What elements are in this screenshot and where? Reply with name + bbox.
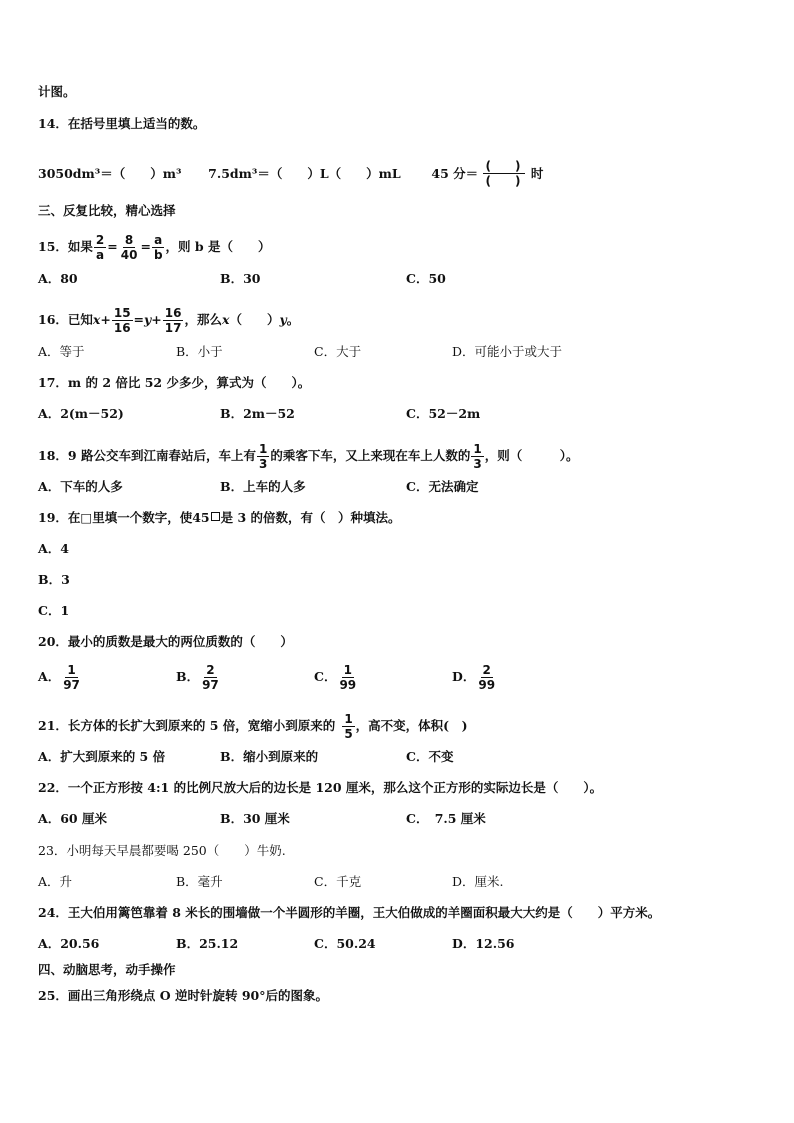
q21-option-a[interactable]: A．扩大到原来的 5 倍 [38,749,166,764]
previous-question-tail: 计图。 [38,84,76,99]
q22-option-b[interactable]: B．30 厘米 [220,811,290,826]
q15-fraction-2: $\frac{8}{40}$ [120,233,138,262]
q15-fraction-1: $\frac{2}{a}$ [95,233,105,262]
q18-option-c[interactable]: C．无法确定 [406,479,479,494]
question-24-stem: 24．王大伯用篱笆靠着 8 米长的围墙做一个半圆形的羊圈，王大伯做成的羊圈面积最大大约是（ ）平方米。 [38,905,661,920]
q19-option-c[interactable]: C．1 [38,603,70,618]
question-21-stem: 21．长方体的长扩大到原来的 5 倍，宽缩小到原来的 $\frac{1}{5}$ ，高不变，体积( ) [38,712,468,741]
q14-part1: 3050dm³＝（ ）m³ [38,166,182,181]
q23-option-c[interactable]: C．千克 [314,874,362,889]
q16-option-b[interactable]: B．小于 [176,344,223,359]
q21-fraction: $\frac{1}{5}$ [344,712,353,741]
q22-option-a[interactable]: A．60 厘米 [38,811,107,826]
question-20-stem: 20．最小的质数是最大的两位质数的（ ） [38,634,293,649]
q23-option-d[interactable]: D．厘米. [452,874,504,889]
q24-option-a[interactable]: A．20.56 [38,936,100,951]
q14-part3-left: 45 分＝ [431,166,479,181]
q14-blank-fraction: $\frac{( )}{( )}$ [483,159,525,188]
question-16-stem: 16．已知x+ $\frac{15}{16}$ =y+ $\frac{16}{17}$ ，那么x（ ）y。 [38,306,300,335]
q17-option-a[interactable]: A．2(m－52) [38,406,124,421]
q19-option-b[interactable]: B．3 [38,572,70,587]
q16-option-a[interactable]: A．等于 [38,344,85,359]
q15-suffix: ，则 b 是（ ） [165,239,271,254]
q22-option-c[interactable]: C． 7.5 厘米 [406,811,486,826]
q15-prefix: 15．如果 [38,239,93,254]
q20-option-d[interactable]: D． $\frac{2}{99}$ [452,663,496,692]
q17-option-c[interactable]: C．52－2m [406,406,481,421]
q23-option-a[interactable]: A．升 [38,874,73,889]
q18-fraction-1: $\frac{1}{3}$ [258,442,268,471]
q21-option-c[interactable]: C．不变 [406,749,454,764]
question-14-stem: 14．在括号里填上适当的数。 [38,116,206,131]
question-17-stem: 17．m 的 2 倍比 52 少多少，算式为（ ）。 [38,375,311,390]
q23-option-b[interactable]: B．毫升 [176,874,223,889]
section-4-heading: 四、动脑思考，动手操作 [38,962,176,977]
question-14-body [38,160,543,189]
q16-option-d[interactable]: D．可能小于或大于 [452,344,563,359]
q17-option-b[interactable]: B．2m－52 [220,406,295,421]
blank-square-icon [211,512,220,521]
q15-option-b[interactable]: B．30 [220,271,261,286]
q15-option-c[interactable]: C．50 [406,271,446,286]
q20-option-b[interactable]: B． $\frac{2}{97}$ [176,663,219,692]
question-19-stem: 19．在□里填一个数字，使45 是 3 的倍数，有（ ）种填法。 [38,510,401,525]
question-25-stem: 25．画出三角形绕点 O 逆时针旋转 90°后的图象。 [38,988,328,1003]
q14-part3-right: 时 [530,166,544,181]
q15-fraction-3: $\frac{a}{b}$ [153,233,163,262]
question-23-stem: 23．小明每天早晨都要喝 250（ ）牛奶. [38,843,286,858]
q16-fraction-2: $\frac{16}{17}$ [164,306,182,335]
q20-option-a[interactable]: A． $\frac{1}{97}$ [38,663,80,692]
q24-option-b[interactable]: B．25.12 [176,936,239,951]
section-3-heading: 三、反复比较，精心选择 [38,203,176,218]
question-15-stem: 15．如果 $\frac{2}{a}$ = $\frac{8}{40}$ = $\frac{a}{b}$ ，则 b 是（ ） [38,233,271,262]
q18-option-b[interactable]: B．上车的人多 [220,479,306,494]
q15-option-a[interactable]: A．80 [38,271,78,286]
q18-fraction-2: $\frac{1}{3}$ [473,442,482,471]
q20-option-c[interactable]: C． $\frac{1}{99}$ [314,663,357,692]
q16-fraction-1: $\frac{15}{16}$ [113,306,131,335]
q24-option-c[interactable]: C．50.24 [314,936,376,951]
q16-option-c[interactable]: C．大于 [314,344,362,359]
q18-option-a[interactable]: A．下车的人多 [38,479,123,494]
question-22-stem: 22．一个正方形按 4:1 的比例尺放大后的边长是 120 厘米，那么这个正方形的实际边长是（ ）。 [38,780,603,795]
question-18-stem: 18．9 路公交车到江南春站后，车上有 $\frac{1}{3}$ 的乘客下车，又上来现在车上人数的 $\frac{1}{3}$ ，则（ ）。 [38,442,579,471]
q21-option-b[interactable]: B．缩小到原来的 [220,749,319,764]
q24-option-d[interactable]: D．12.56 [452,936,515,951]
q19-option-a[interactable]: A．4 [38,541,69,556]
q14-part2: 7.5dm³＝（ ）L（ ）mL [208,166,401,181]
